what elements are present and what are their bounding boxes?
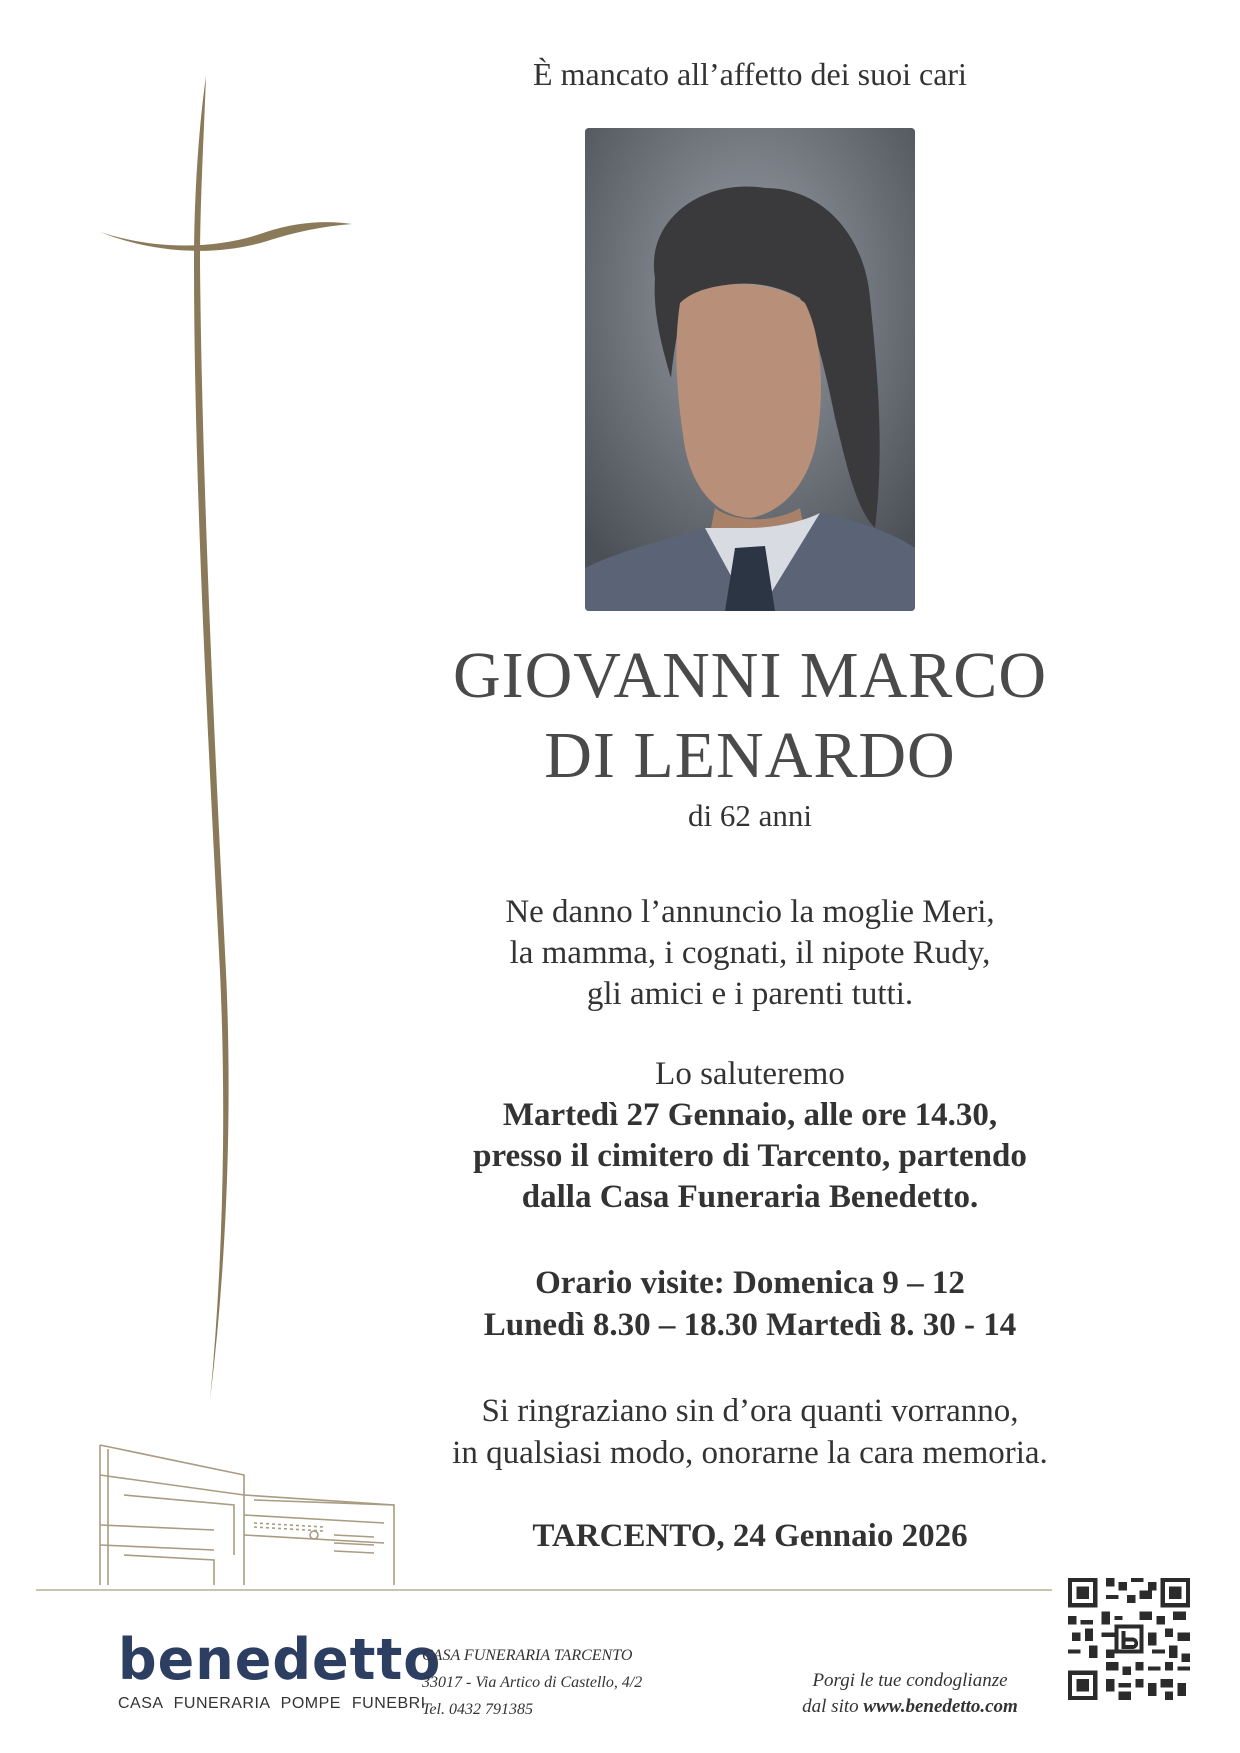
website-link[interactable]: www.benedetto.com xyxy=(863,1696,1018,1717)
name-line-1: GIOVANNI MARCO xyxy=(453,639,1047,712)
thanks-line: in qualsiasi modo, onorarne la cara memoria. xyxy=(452,1435,1048,1471)
thanks-text xyxy=(380,1390,1120,1474)
funeral-line: Martedì 27 Gennaio, alle ore 14.30, xyxy=(502,1097,998,1133)
funeral-lead: Lo saluteremo xyxy=(655,1056,845,1092)
condolences-prefix: dal sito xyxy=(802,1696,864,1717)
cross-icon xyxy=(96,72,356,1402)
visit-line: Lunedì 8.30 – 18.30 Martedì 8. 30 - 14 xyxy=(483,1307,1017,1343)
thanks-line: Si ringraziano sin d’ora quanti vorranno, xyxy=(481,1393,1019,1429)
address-line: CASA FUNERARIA TARCENTO xyxy=(422,1647,633,1664)
condolences-note xyxy=(760,1668,1060,1720)
logo-wordmark: benedetto xyxy=(118,1626,442,1693)
place-date: TARCENTO, 24 Gennaio 2026 xyxy=(532,1518,968,1554)
condolences-line xyxy=(760,1694,1060,1720)
visit-hours xyxy=(380,1262,1120,1346)
building-icon xyxy=(94,1435,404,1595)
funeral-line: presso il cimitero di Tarcento, partendo xyxy=(473,1138,1027,1174)
announcement xyxy=(380,892,1120,1015)
address-block xyxy=(422,1642,642,1723)
funeral-line: dalla Casa Funeraria Benedetto. xyxy=(521,1179,979,1215)
announcement-line: Ne danno l’annuncio la moglie Meri, xyxy=(505,894,995,930)
age-text: di 62 anni xyxy=(688,798,812,833)
portrait-photo xyxy=(585,128,915,611)
deceased-name xyxy=(380,636,1120,796)
logo-subtitle: CASA FUNERARIA POMPE FUNEBRI xyxy=(118,1695,426,1712)
portrait-image xyxy=(585,128,915,611)
condolences-line: Porgi le tue condoglianze xyxy=(812,1670,1008,1691)
address-line: 33017 - Via Artico di Castello, 4/2 xyxy=(422,1674,643,1691)
footer-divider xyxy=(36,1589,1052,1591)
address-line: Tel. 0432 791385 xyxy=(422,1701,533,1718)
visit-line: Orario visite: Domenica 9 – 12 xyxy=(535,1265,965,1301)
intro-text: È mancato all’affetto dei suoi cari xyxy=(533,56,967,92)
funeral-info xyxy=(380,1054,1120,1218)
announcement-line: la mamma, i cognati, il nipote Rudy, xyxy=(509,935,991,971)
announcement-line: gli amici e i parenti tutti. xyxy=(586,976,914,1012)
name-line-2: DI LENARDO xyxy=(544,719,956,792)
qr-code-icon[interactable] xyxy=(1068,1578,1190,1700)
